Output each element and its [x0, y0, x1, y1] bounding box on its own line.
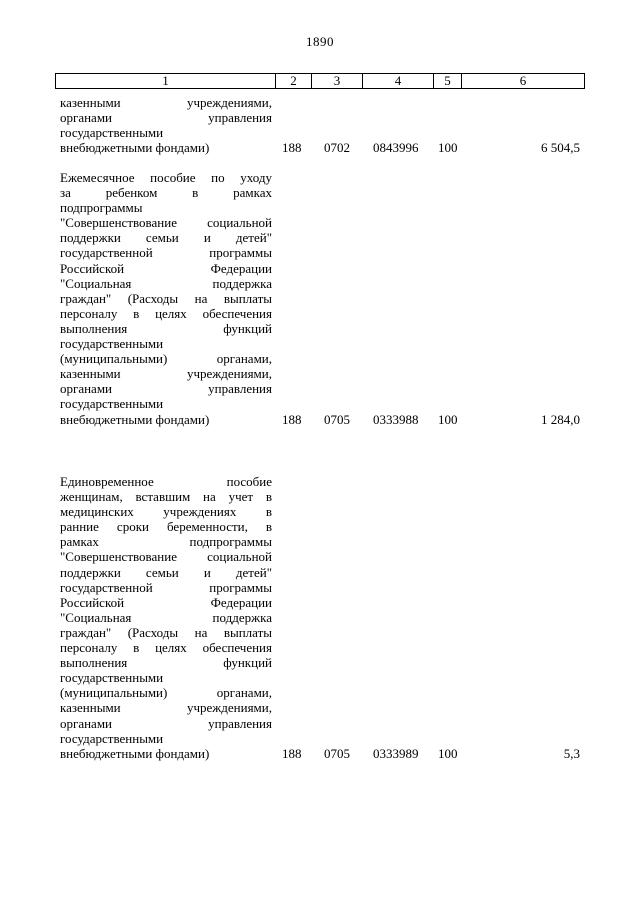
amount-value: 5,3 — [563, 745, 580, 761]
description-line: государственными — [60, 396, 164, 412]
table-row — [60, 95, 585, 155]
description-line: "Социальная поддержка — [60, 609, 272, 625]
amount-value: 6 504,5 — [541, 140, 580, 156]
description-line: внебюджетными фондами) — [60, 411, 210, 427]
description-line: Единовременное пособие — [60, 474, 272, 489]
amount-value: 1 284,0 — [541, 411, 580, 427]
description-line: медицинских учреждениях в — [60, 504, 272, 520]
row-codes — [60, 140, 585, 155]
description-line: "Совершенствование социальной — [60, 215, 272, 231]
description-line: (муниципальными) органами, — [60, 351, 272, 367]
section-code: 0705 — [324, 411, 350, 427]
description-line: женщинам, вставшим на учет в — [60, 489, 272, 505]
description-line: персоналу в целях обеспечения — [60, 640, 272, 656]
description-line: органами управления — [60, 381, 272, 397]
expense-type-code: 100 — [438, 140, 458, 156]
description-line: казенными учреждениями, — [60, 95, 272, 110]
description-line: Российской Федерации — [60, 260, 272, 276]
description-line: (муниципальными) органами, — [60, 685, 272, 701]
expense-type-code: 100 — [438, 745, 458, 761]
section-code: 0705 — [324, 745, 350, 761]
target-article-code: 0333988 — [373, 411, 419, 427]
description-line: государственными — [60, 730, 164, 746]
description-line: персоналу в целях обеспечения — [60, 305, 272, 321]
description-line: подпрограммы — [60, 200, 143, 216]
column-header-4: 4 — [363, 74, 434, 89]
target-article-code: 0843996 — [373, 140, 419, 156]
table-row — [60, 474, 585, 761]
page-number: 1890 — [306, 34, 334, 49]
target-article-code: 0333989 — [373, 745, 419, 761]
description-line: "Совершенствование социальной — [60, 549, 272, 565]
description-line: внебюджетными фондами) — [60, 745, 210, 761]
description-line: государственной программы — [60, 245, 272, 261]
column-header-2: 2 — [276, 74, 312, 89]
description-line: рамках подпрограммы — [60, 534, 272, 550]
description-line: Российской Федерации — [60, 594, 272, 610]
description-line: казенными учреждениями, — [60, 366, 272, 382]
ministry-code: 188 — [282, 140, 302, 156]
description-line: "Социальная поддержка — [60, 275, 272, 291]
description-line: выполнения функций — [60, 655, 272, 671]
description-line: государственными — [60, 125, 164, 141]
description-line: ранние сроки беременности, в — [60, 519, 272, 535]
ministry-code: 188 — [282, 745, 302, 761]
description-line: государственными — [60, 336, 164, 352]
description-line: органами управления — [60, 715, 272, 731]
description-line: казенными учреждениями, — [60, 700, 272, 716]
column-header-row — [56, 74, 585, 89]
column-header-6: 6 — [462, 74, 585, 89]
description-line: государственными — [60, 670, 164, 686]
description-line: за ребенком в рамках — [60, 185, 272, 201]
description-line: поддержки семьи и детей" — [60, 230, 272, 246]
column-header-5: 5 — [434, 74, 462, 89]
description-line: выполнения функций — [60, 320, 272, 336]
description-line: граждан" (Расходы на выплаты — [60, 290, 272, 306]
table-row — [60, 170, 585, 427]
description-line: внебюджетными фондами) — [60, 140, 210, 156]
row-codes — [60, 412, 585, 427]
column-header-3: 3 — [312, 74, 363, 89]
expense-type-code: 100 — [438, 411, 458, 427]
description-line: органами управления — [60, 110, 272, 126]
row-codes — [60, 746, 585, 761]
section-code: 0702 — [324, 140, 350, 156]
row-description — [60, 170, 272, 427]
ministry-code: 188 — [282, 411, 302, 427]
description-line: государственной программы — [60, 579, 272, 595]
row-description — [60, 474, 272, 761]
description-line: поддержки семьи и детей" — [60, 564, 272, 580]
column-header-1: 1 — [56, 74, 276, 89]
description-line: Ежемесячное пособие по уходу — [60, 170, 272, 185]
column-header-table — [55, 73, 585, 89]
description-line: граждан" (Расходы на выплаты — [60, 624, 272, 640]
